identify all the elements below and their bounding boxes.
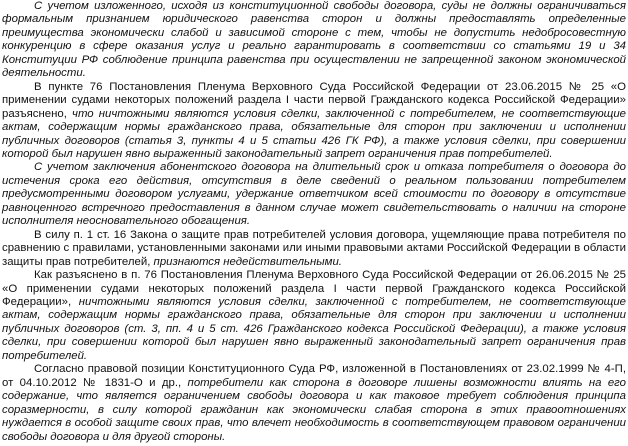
paragraph-1	[2, 0, 626, 81]
paragraph-2-lead-text: В пункте 76 Постановления Пленума Верховного Суда Российской Федерации от 23.06.2015 № 25 «О применении судами некоторых положений раздела I части первой Гражданского кодекса Российской Федерации» разъяснено,	[2, 80, 626, 120]
paragraph-3	[2, 161, 626, 228]
paragraph-5-lead-text: Как разъяснено в п. 76 Постановления Пленума Верховного Суда Российской Федерации от 26.06.2015 № 25 «О применении судами некоторых положений раздела I части первой Гражданского кодекса Российской Федерации»,	[2, 269, 626, 308]
paragraph-6-italic-text: потребители как сторона в договоре лишены возможности влиять на его содержание, что является ограничением свободы договора и как таковое требует соблюдения принципа соразмерности, в силу которой гражданин как экономически слабая сторона в этих правоотношениях нуждается в особой защите своих прав, что влечет необходимость в соответствующем правовом ограничении свободы договора и для другой стороны.	[2, 376, 626, 443]
paragraph-4-lead-text: В силу п. 1 ст. 16 Закона о защите прав потребителей условия договора, ущемляющие права потребителя по сравнению с правилами, установленными законами или иными правовыми актами Российской Федерации в области защиты прав потребителей,	[2, 228, 626, 268]
paragraph-2-italic-text: что ничтожными являются условия сделки, заключенной с потребителем, не соответствующие актам, содержащим нормы гражданского права, обязательные для сторон при заключении и исполнении публичных договоров (статья 3, пункты 4 и 5 статьи 426 ГК РФ), а также условия сделки, при совершении которой был нарушен явно выраженный законодательный запрет ограничения прав потребителей.	[2, 107, 626, 160]
paragraph-5-italic-text: ничтожными являются условия сделки, заключенной с потребителем, не соответствующие актам, содержащим нормы гражданского права, обязательные для сторон при заключении и исполнении публичных договоров (ст. 3, пп. 4 и 5 ст. 426 Гражданского кодекса Российской Федерации), а также условия сделки, при совершении которой был нарушен явно выраженный законодательный запрет ограничения прав потребителей.	[2, 295, 627, 362]
paragraph-2	[2, 81, 626, 162]
paragraph-4-italic-text: признаются недействительными.	[153, 255, 342, 268]
paragraph-5	[2, 269, 626, 363]
paragraph-1-text: С учетом изложенного, исходя из конституционной свободы договора, суды не должны ограничиваться формальным признанием юридического равенства сторон и должны предоставлять определенные преимущества экономически слабой и зависимой стороне с тем, чтобы не допустить недобросовестную конкуренцию в сфере оказания услуг и реально гарантировать в соответствии со статьями 19 и 34 Конституции РФ соблюдение принципа равенства при осуществлении не запрещенной законом экономической деятельности.	[2, 0, 626, 80]
paragraph-3-text: С учетом заключения абонентского договора на длительный срок и отказа потребителя о договора до истечения срока его действия, отсутствия в деле сведений о реальном пользовании потребителем предусмотренными договором услугами, удержание ответчиком всей стоимости по договору в отсутствие равноценного встречного предоставления в данном случае может свидетельствовать о наличии на стороне исполнителя неосновательного обогащения.	[2, 161, 626, 228]
paragraph-4	[2, 229, 626, 269]
paragraph-6	[2, 363, 626, 444]
paragraph-6-lead-text: Согласно правовой позиции Конституционного Суда РФ, изложенной в Постановлениях от 23.02.1999 № 4-П, от 04.10.2012 № 1831-О и др.,	[2, 363, 626, 389]
